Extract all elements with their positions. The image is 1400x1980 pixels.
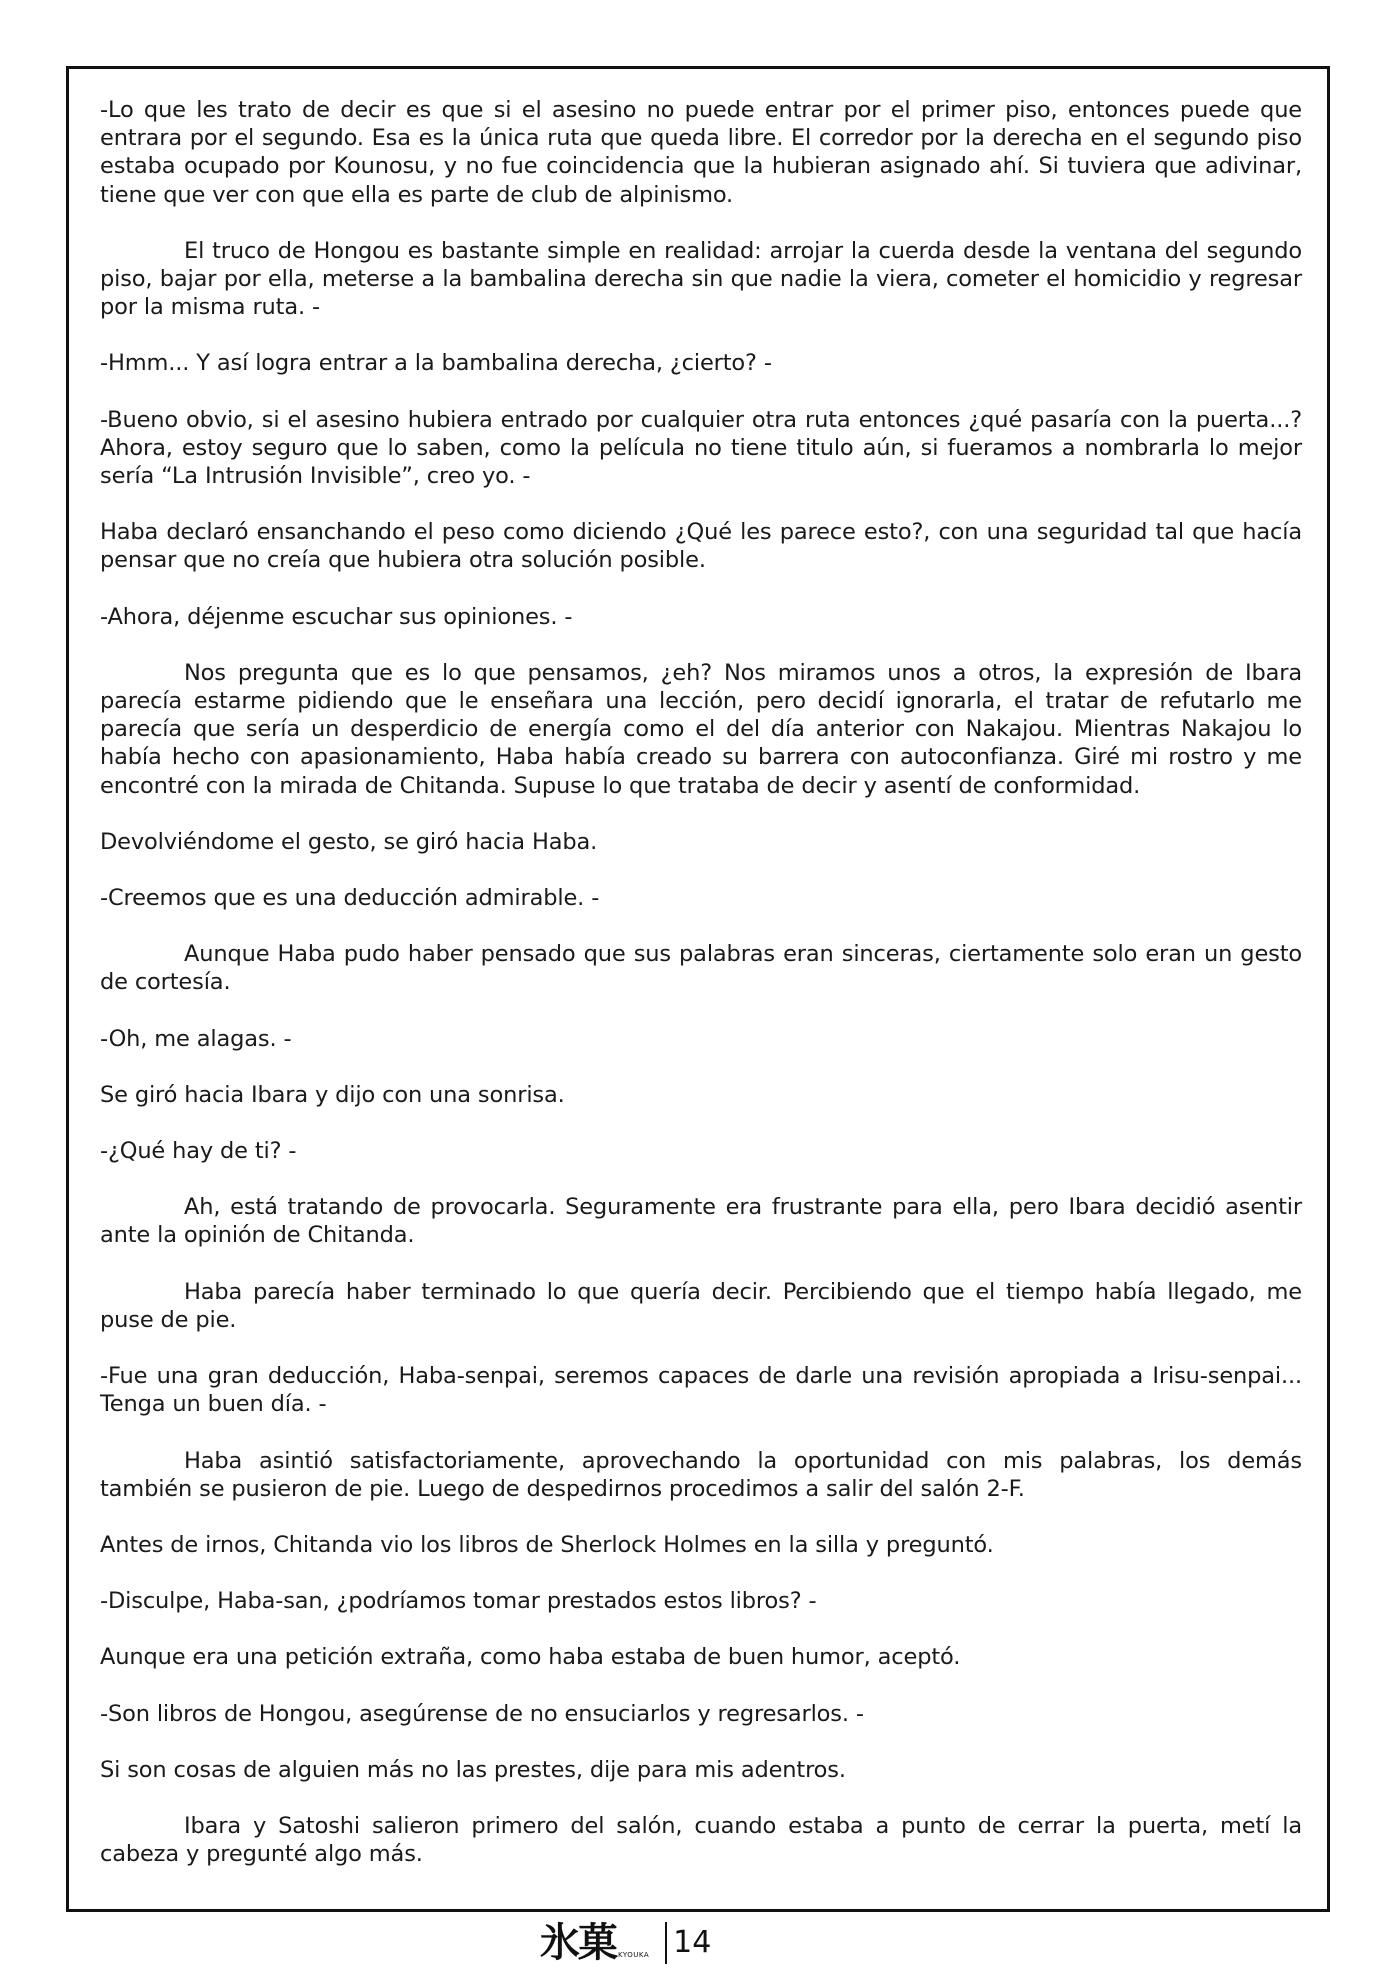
logo-subtitle: KYOUKA — [618, 1951, 650, 1959]
paragraph: Haba declaró ensanchando el peso como diciendo ¿Qué les parece esto?, con una seguridad tal que hacía pensar que no creía que hubiera otra solución posible. — [100, 519, 1302, 574]
paragraph: Antes de irnos, Chitanda vio los libros de Sherlock Holmes en la silla y preguntó. — [100, 1531, 994, 1558]
paragraph: -¿Qué hay de ti? - — [100, 1138, 297, 1165]
paragraph: Se giró hacia Ibara y dijo con una sonrisa. — [100, 1081, 565, 1108]
paragraph: -Oh, me alagas. - — [100, 1025, 292, 1052]
paragraph: -Hmm... Y así logra entrar a la bambalina derecha, ¿cierto? - — [100, 350, 772, 377]
page-footer — [540, 1918, 711, 1968]
paragraph: -Disculpe, Haba-san, ¿podríamos tomar prestados estos libros? - — [100, 1588, 817, 1615]
paragraph: -Lo que les trato de decir es que si el asesino no puede entrar por el primer piso, entonces puede que entrara por el segundo. Esa es la única ruta que queda libre. El corredor por la derecha en el segundo piso estaba ocupado por Kounosu, y no fue coincidencia que la hubieran asignado ahí. Si tuviera que adivinar, tiene que ver con que ella es parte de club de alpinismo. — [100, 97, 1302, 208]
logo-kanji: 氷菓 — [540, 1919, 616, 1966]
paragraph: Haba parecía haber terminado lo que quería decir. Percibiendo que el tiempo había llegado, me puse de pie. — [100, 1278, 1302, 1333]
paragraph: Ah, está tratando de provocarla. Seguramente era frustrante para ella, pero Ibara decidió asentir ante la opinión de Chitanda. — [100, 1194, 1302, 1249]
paragraph: -Fue una gran deducción, Haba-senpai, seremos capaces de darle una revisión apropiada a Irisu-senpai... Tenga un buen día. - — [100, 1363, 1302, 1418]
paragraph: -Bueno obvio, si el asesino hubiera entrado por cualquier otra ruta entonces ¿qué pasaría con la puerta...? Ahora, estoy seguro que lo saben, como la película no tiene titulo aún, si fueramos a nombrarla lo mejor sería “La Intrusión Invisible”, creo yo. - — [100, 406, 1302, 490]
document-body — [100, 96, 1302, 1896]
page-number: 14 — [673, 1925, 712, 1960]
hyouka-logo — [540, 1921, 649, 1965]
paragraph: Nos pregunta que es lo que pensamos, ¿eh? Nos miramos unos a otros, la expresión de Ibara parecía estarme pidiendo que le enseñara una lección, pero decidí ignorarla, el tratar de refutarlo me parecía que sería un desperdicio de energía como el del día anterior con Nakajou. Mientras Nakajou lo había hecho con apasionamiento, Haba había creado su barrera con autoconfianza. Giré mi rostro y me encontré con la mirada de Chitanda. Supuse lo que trataba de decir y asentí de conformidad. — [100, 659, 1302, 799]
paragraph: -Creemos que es una deducción admirable. - — [100, 885, 600, 912]
paragraph: Ibara y Satoshi salieron primero del salón, cuando estaba a punto de cerrar la puerta, metí la cabeza y pregunté algo más. — [100, 1812, 1302, 1868]
footer-divider — [665, 1922, 667, 1964]
paragraph: -Ahora, déjenme escuchar sus opiniones. - — [100, 603, 573, 630]
paragraph: -Son libros de Hongou, asegúrense de no ensuciarlos y regresarlos. - — [100, 1700, 864, 1727]
paragraph: Aunque era una petición extraña, como haba estaba de buen humor, aceptó. — [100, 1644, 961, 1671]
paragraph: Aunque Haba pudo haber pensado que sus palabras eran sinceras, ciertamente solo eran un gesto de cortesía. — [100, 941, 1302, 996]
paragraph: Haba asintió satisfactoriamente, aprovechando la oportunidad con mis palabras, los demás también se pusieron de pie. Luego de despedirnos procedimos a salir del salón 2-F. — [100, 1447, 1302, 1502]
paragraph: El truco de Hongou es bastante simple en realidad: arrojar la cuerda desde la ventana del segundo piso, bajar por ella, meterse a la bambalina derecha sin que nadie la viera, cometer el homicidio y regresar por la misma ruta. - — [100, 237, 1302, 321]
paragraph: Si son cosas de alguien más no las prestes, dije para mis adentros. — [100, 1756, 846, 1783]
paragraph: Devolviéndome el gesto, se giró hacia Haba. — [100, 828, 598, 855]
